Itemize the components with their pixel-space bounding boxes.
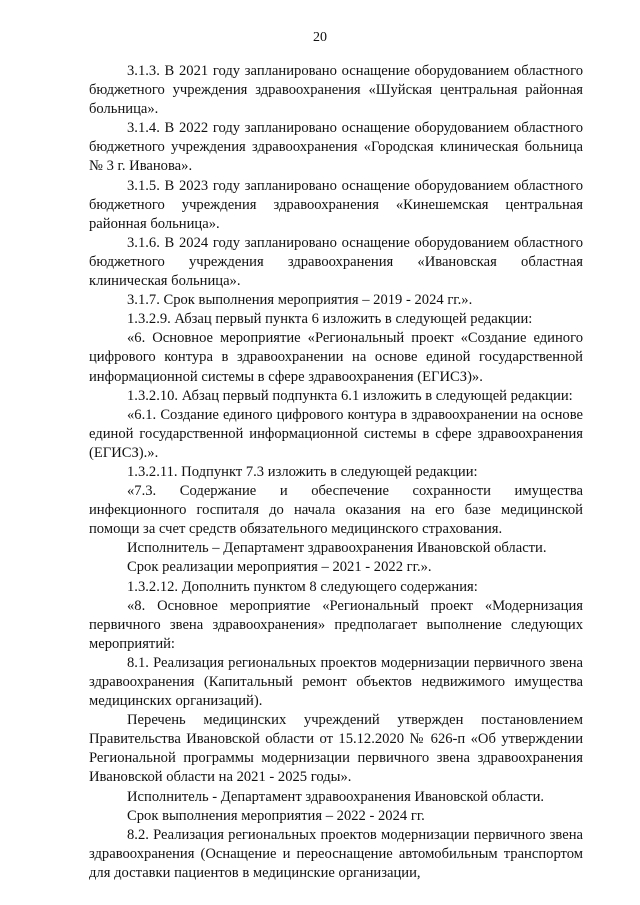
paragraph-1-3-2-9: 1.3.2.9. Абзац первый пункта 6 изложить в следующей редакции: (127, 311, 533, 328)
paragraph-item-8: «8. Основное мероприятие «Региональный проект «Модернизация первичного звена здравоохранения» предполагает выполнение следующих мероприятий: (89, 597, 583, 652)
paragraph-executor-1: Исполнитель – Департамент здравоохранения Ивановской области. (127, 540, 547, 557)
paragraph-item-6: «6. Основное мероприятие «Региональный проект «Создание единого цифрового контура в здравоохранении на основе единой государственной информационной системы в сфере здравоохранения (ЕГИСЗ)». (89, 330, 583, 385)
paragraph-1-3-2-12: 1.3.2.12. Дополнить пунктом 8 следующего содержания: (127, 578, 478, 595)
paragraph-item-6-1: «6.1. Создание единого цифрового контура в здравоохранении на основе единой государственной информационной системы в сфере здравоохранения (ЕГИСЗ).». (89, 406, 583, 461)
page-number: 20 (313, 30, 327, 45)
paragraph-3-1-5: 3.1.5. В 2023 году запланировано оснащение оборудованием областного бюджетного учреждения здравоохранения «Кинешемская центральная районная больница». (89, 177, 583, 232)
paragraph-1-3-2-11: 1.3.2.11. Подпункт 7.3 изложить в следующей редакции: (127, 463, 478, 480)
paragraph-3-1-7: 3.1.7. Срок выполнения мероприятия – 2019 - 2024 гг.». (127, 292, 473, 309)
paragraph-3-1-3: 3.1.3. В 2021 году запланировано оснащение оборудованием областного бюджетного учреждения здравоохранения «Шуйская центральная районная больница». (89, 63, 583, 118)
paragraph-executor-2: Исполнитель - Департамент здравоохранения Ивановской области. (127, 788, 545, 805)
paragraph-item-8-1: 8.1. Реализация региональных проектов модернизации первичного звена здравоохранения (Капитальный ремонт объектов недвижимого имущества медицинских организаций). (89, 654, 583, 710)
paragraph-institutions-list: Перечень медицинских учреждений утвержден постановлением Правительства Ивановской области от 15.12.2020 № 626-п «Об утверждении Региональной программы модернизации первичного звена здравоохранения Ивановской области на 2021 - 2025 годы». (89, 712, 583, 786)
paragraph-item-7-3: «7.3. Содержание и обеспечение сохранности имущества инфекционного госпиталя до начала оказания на его базе медицинской помощи за счет средств обязательного медицинского страхования. (89, 483, 583, 538)
paragraph-item-8-2: 8.2. Реализация региональных проектов модернизации первичного звена здравоохранения (Оснащение и переоснащение автомобильным транспортом для доставки пациентов в медицинские организации, (89, 826, 583, 881)
document-body (89, 62, 583, 883)
paragraph-deadline-1: Срок реализации мероприятия – 2021 - 2022 гг.». (127, 559, 432, 576)
paragraph-3-1-4: 3.1.4. В 2022 году запланировано оснащение оборудованием областного бюджетного учреждения здравоохранения «Городская клиническая больница № 3 г. Иванова». (89, 120, 583, 175)
paragraph-deadline-2: Срок выполнения мероприятия – 2022 - 2024 гг. (127, 807, 425, 824)
paragraph-3-1-6: 3.1.6. В 2024 году запланировано оснащение оборудованием областного бюджетного учреждения здравоохранения «Ивановская областная клиническая больница». (89, 234, 583, 290)
paragraph-1-3-2-10: 1.3.2.10. Абзац первый подпункта 6.1 изложить в следующей редакции: (127, 387, 573, 404)
